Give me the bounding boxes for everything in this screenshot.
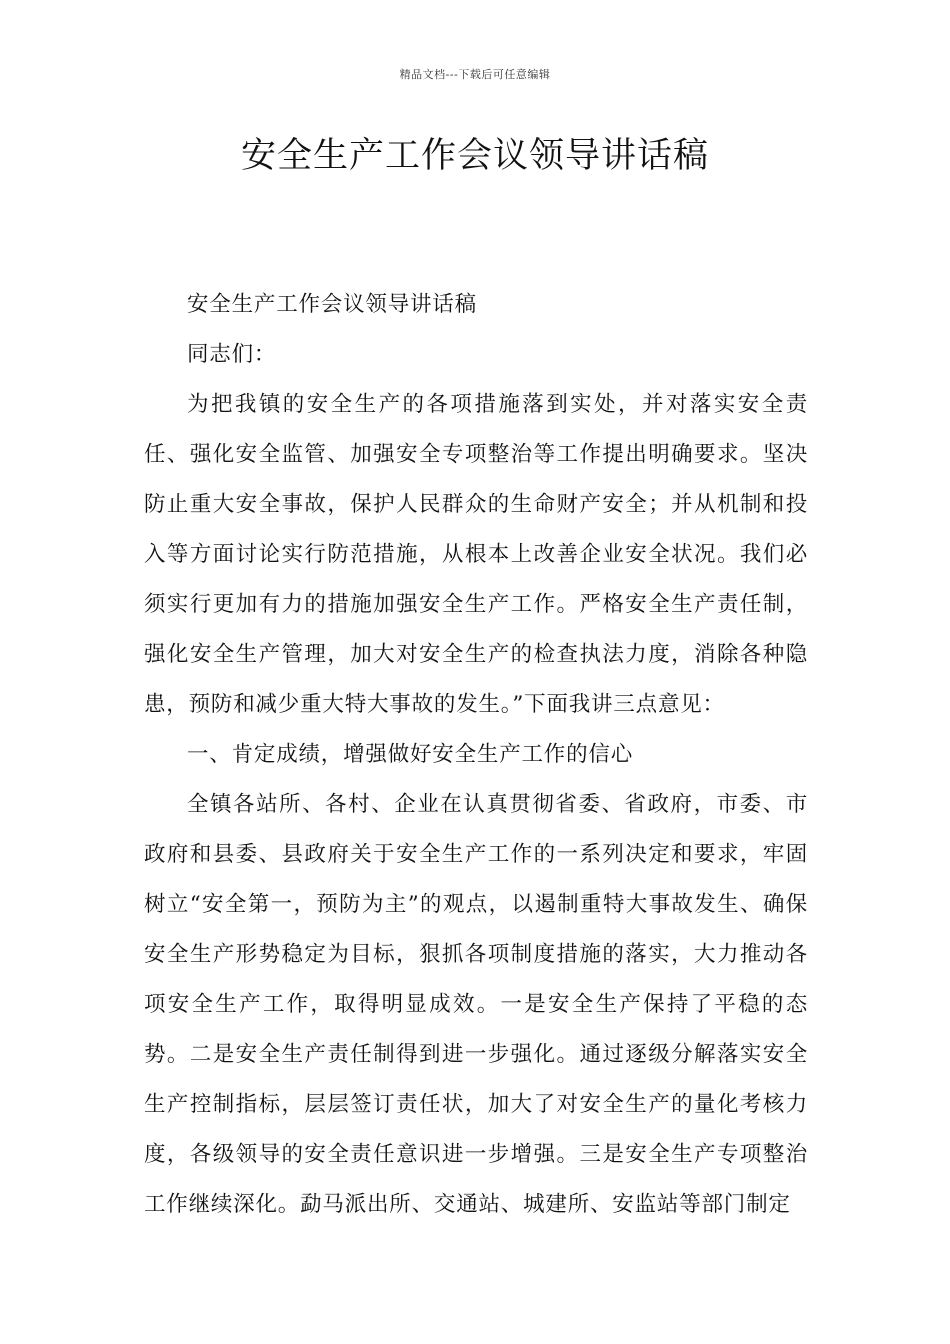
paragraph-section-1: 全镇各站所、各村、企业在认真贯彻省委、省政府，市委、市政府和县委、县政府关于安全生产工作的一系列决定和要求，牢固树立“安全第一，预防为主”的观点，以遏制重特大事故发生、确保安全生产形势稳定为目标，狠抓各项制度措施的落实，大力推动各项安全生产工作，取得明显成效。一是安全生产保持了平稳的态势。二是安全生产责任制得到进一步强化。通过逐级分解落实安全生产控制指标，层层签订责任状，加大了对安全生产的量化考核力度，各级领导的安全责任意识进一步增强。三是安全生产专项整治工作继续深化。勐马派出所、交通站、城建所、安监站等部门制定: [144, 792, 808, 1217]
paragraph-intro: 为把我镇的安全生产的各项措施落到实处，并对落实安全责任、强化安全监管、加强安全专项整治等工作提出明确要求。坚决防止重大安全事故，保护人民群众的生命财产安全；并从机制和投入等方面讨论实行防范措施，从根本上改善企业安全状况。我们必须实行更加有力的措施加强安全生产工作。严格安全生产责任制，强化安全生产管理，加大对安全生产的检查执法力度，消除各种隐患，预防和减少重大特大事故的发生。”下面我讲三点意见：: [144, 392, 808, 717]
paragraph-subtitle: 安全生产工作会议领导讲话稿: [187, 292, 477, 317]
section-heading-1: 一、肯定成绩，增强做好安全生产工作的信心: [187, 742, 634, 767]
header-note: 精品文档---下载后可任意编辑: [399, 68, 551, 81]
paragraph-salutation: 同志们：: [187, 342, 277, 367]
document-title: 安全生产工作会议领导讲话稿: [240, 136, 709, 176]
document-body: [144, 280, 808, 1230]
